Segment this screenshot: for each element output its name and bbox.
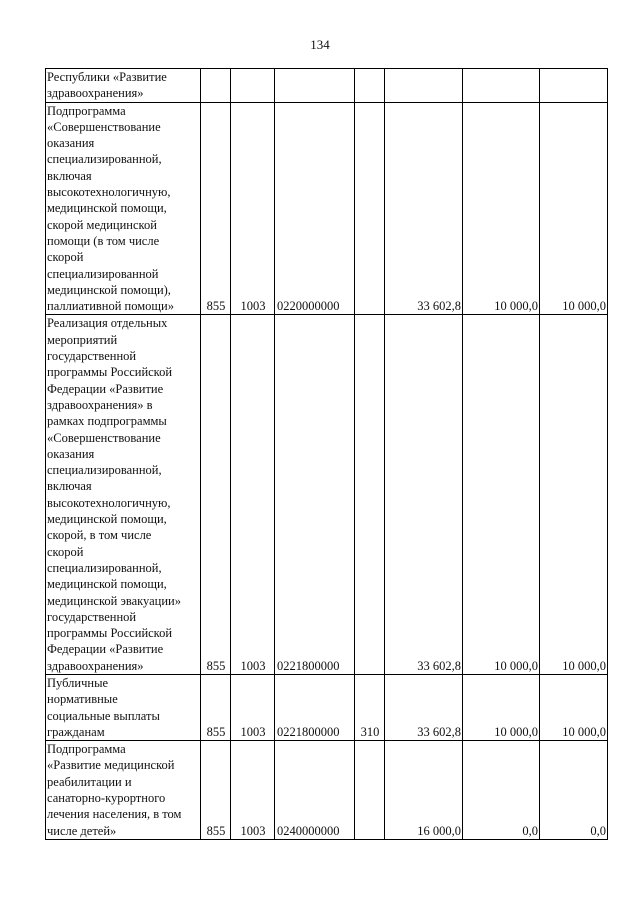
target-article-cell: 0240000000 [275, 741, 355, 840]
amount-year1-cell: 33 602,8 [385, 674, 463, 740]
item-name-line: государственной [47, 349, 137, 364]
item-name-line: числе детей» [47, 823, 117, 838]
expense-type-cell [355, 315, 385, 675]
amount-year2-cell: 10 000,0 [463, 102, 540, 315]
target-article-cell: 0221800000 [275, 674, 355, 740]
item-name-line: паллиативной помощи» [47, 299, 174, 314]
table-row [46, 69, 608, 103]
item-name-line: оказания [47, 446, 95, 461]
item-name-line: включая [47, 168, 92, 183]
amount-year2-cell: 10 000,0 [463, 315, 540, 675]
amount-year3-cell: 0,0 [540, 741, 608, 840]
expense-type-cell [355, 102, 385, 315]
department-code-cell: 855 [201, 315, 231, 675]
item-name-line: «Развитие медицинской [47, 758, 175, 773]
section-code-cell: 1003 [231, 674, 275, 740]
item-name-line: здравоохранения» [47, 658, 144, 673]
item-name-line: специализированной [47, 266, 159, 281]
item-name-line: медицинской помощи, [47, 577, 167, 592]
item-name-line: рамках подпрограммы [47, 414, 167, 429]
amount-year1-cell: 33 602,8 [385, 102, 463, 315]
department-code-cell: 855 [201, 674, 231, 740]
item-name-line: скорой [47, 544, 84, 559]
item-name-line: медицинской помощи, [47, 201, 167, 216]
item-name-line: скорой медицинской [47, 217, 157, 232]
amount-year1-cell [385, 69, 463, 103]
target-article-cell: 0221800000 [275, 315, 355, 675]
item-name-line: скорой [47, 250, 84, 265]
item-name-line: социальные выплаты [47, 708, 160, 723]
amount-year2-cell [463, 69, 540, 103]
item-name-cell [46, 315, 201, 675]
table-row [46, 674, 608, 740]
item-name-line: реабилитации и [47, 774, 132, 789]
amount-year3-cell: 10 000,0 [540, 315, 608, 675]
department-code-cell: 855 [201, 741, 231, 840]
item-name-line: «Совершенствование [47, 430, 161, 445]
item-name-cell [46, 674, 201, 740]
item-name-line: лечения населения, в том [47, 807, 182, 822]
table-body [46, 69, 608, 840]
section-code-cell: 1003 [231, 741, 275, 840]
table-row [46, 741, 608, 840]
item-name-line: специализированной, [47, 152, 162, 167]
item-name-line: санаторно-курортного [47, 791, 166, 806]
item-name-line: Подпрограмма [47, 103, 126, 118]
item-name-line: скорой, в том числе [47, 528, 152, 543]
section-code-cell [231, 69, 275, 103]
table-row [46, 102, 608, 315]
item-name-line: высокотехнологичную, [47, 495, 171, 510]
item-name-line: специализированной, [47, 463, 162, 478]
item-name-line: специализированной, [47, 560, 162, 575]
item-name-line: высокотехнологичную, [47, 185, 171, 200]
item-name-line: здравоохранения» в [47, 397, 153, 412]
department-code-cell: 855 [201, 102, 231, 315]
item-name-line: программы Российской [47, 365, 173, 380]
item-name-cell [46, 741, 201, 840]
amount-year1-cell: 33 602,8 [385, 315, 463, 675]
item-name-line: Подпрограмма [47, 742, 126, 757]
item-name-cell [46, 69, 201, 103]
item-name-line: Республики «Развитие [47, 70, 167, 84]
item-name-line: государственной [47, 609, 137, 624]
amount-year2-cell: 10 000,0 [463, 674, 540, 740]
item-name-line: мероприятий [47, 332, 118, 347]
item-name-line: медицинской помощи, [47, 512, 167, 527]
item-name-line: Федерации «Развитие [47, 381, 164, 396]
page-number: 134 [310, 37, 330, 52]
item-name-line: нормативные [47, 692, 118, 707]
target-article-cell [275, 69, 355, 103]
budget-table [45, 68, 608, 840]
item-name-line: «Совершенствование [47, 119, 161, 134]
amount-year1-cell: 16 000,0 [385, 741, 463, 840]
amount-year3-cell [540, 69, 608, 103]
expense-type-cell [355, 741, 385, 840]
amount-year2-cell: 0,0 [463, 741, 540, 840]
section-code-cell: 1003 [231, 102, 275, 315]
item-name-line: медицинской помощи), [47, 282, 171, 297]
item-name-cell [46, 102, 201, 315]
department-code-cell [201, 69, 231, 103]
item-name-line: Реализация отдельных [47, 316, 168, 331]
item-name-line: включая [47, 479, 92, 494]
amount-year3-cell: 10 000,0 [540, 102, 608, 315]
table-row [46, 315, 608, 675]
item-name-line: здравоохранения» [47, 86, 144, 101]
item-name-line: медицинской эвакуации» [47, 593, 181, 608]
expense-type-cell: 310 [355, 674, 385, 740]
target-article-cell: 0220000000 [275, 102, 355, 315]
amount-year3-cell: 10 000,0 [540, 674, 608, 740]
item-name-line: Публичные [47, 675, 109, 690]
item-name-line: Федерации «Развитие [47, 642, 164, 657]
item-name-line: помощи (в том числе [47, 233, 160, 248]
item-name-line: оказания [47, 136, 95, 151]
item-name-line: программы Российской [47, 626, 173, 641]
item-name-line: гражданам [47, 724, 105, 739]
expense-type-cell [355, 69, 385, 103]
section-code-cell: 1003 [231, 315, 275, 675]
